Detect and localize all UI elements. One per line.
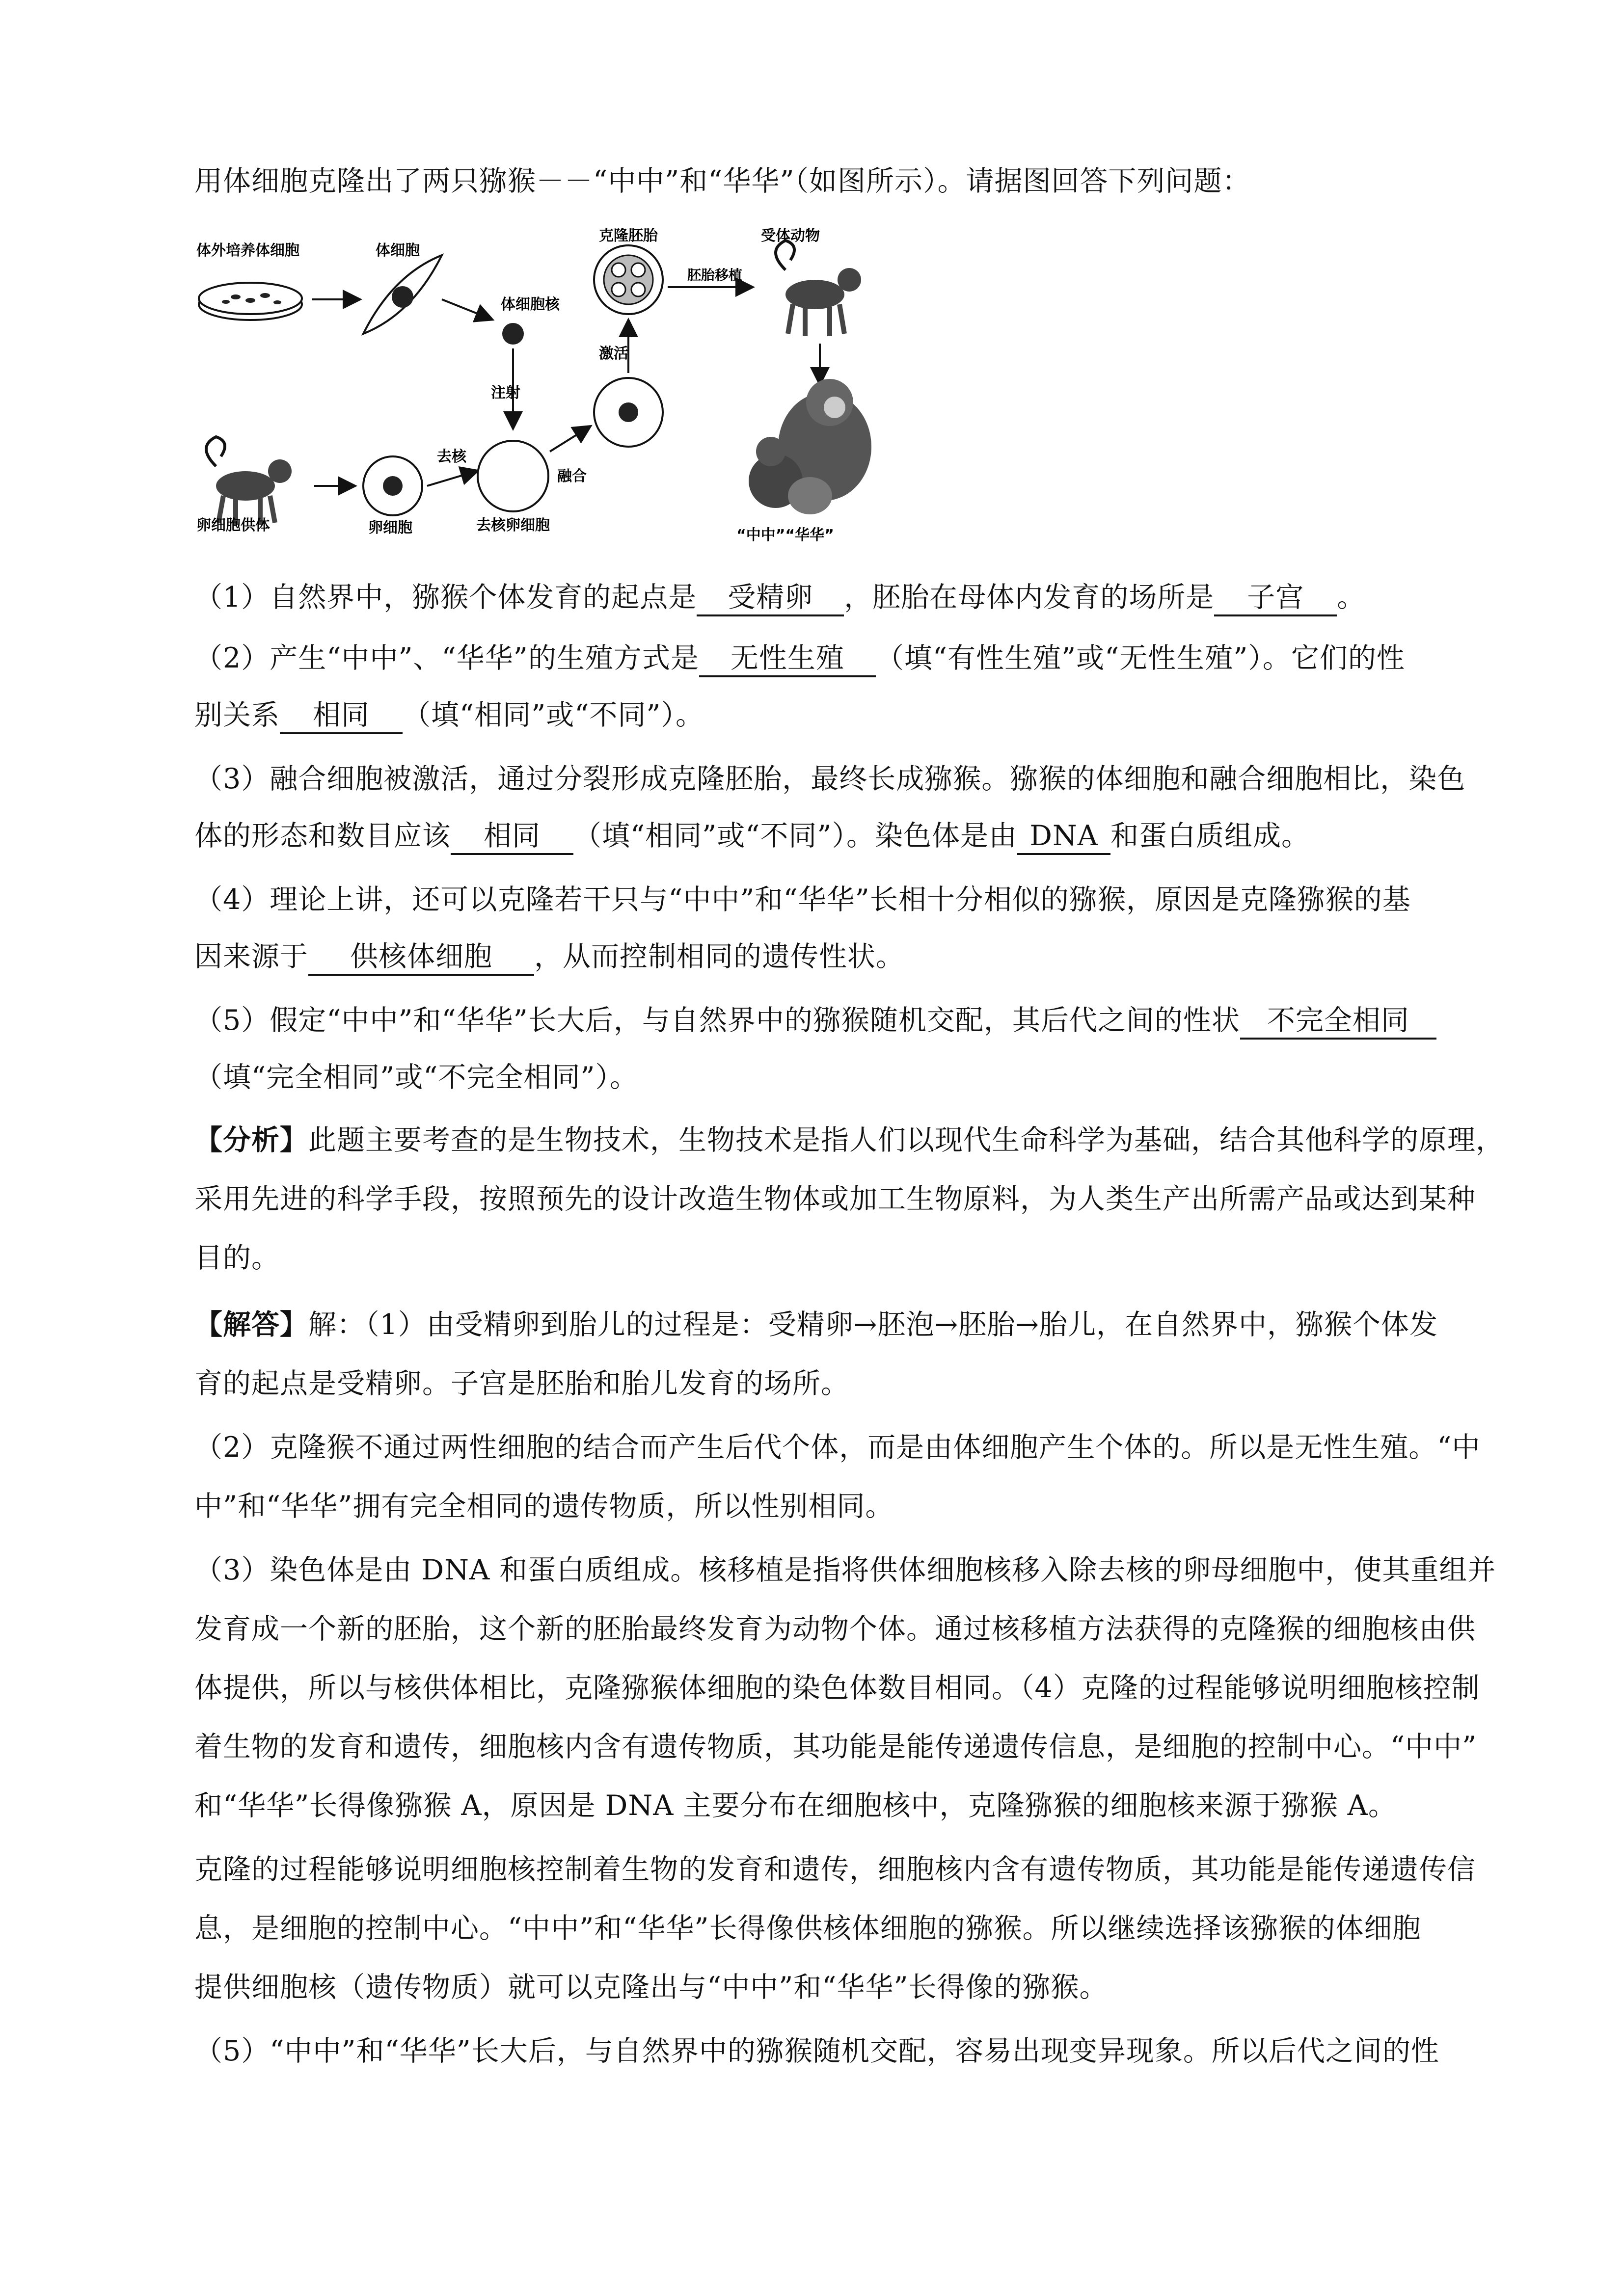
q1-answer-1: 受精卵	[697, 580, 844, 616]
answer-line-7: 体提供，所以与核供体相比，克隆猕猴体细胞的染色体数目相同。（4）克隆的过程能够说明细胞核控制	[194, 1672, 1480, 1704]
q3-text-a: 体的形态和数目应该	[194, 820, 451, 852]
q3-answer-1: 相同	[451, 819, 573, 855]
intro-text: 用体细胞克隆出了两只猕猴－－“中中”和“华华”（如图所示）。请据图回答下列问题：	[194, 165, 1251, 197]
question-4-line-1: （4）理论上讲，还可以克隆若干只与“中中”和“华华”长相十分相似的猕猴，原因是克隆猕猴的基	[194, 883, 1411, 916]
q2-text-b: （填“有性生殖”或“无性生殖”）。它们的性	[875, 642, 1405, 674]
answer-line-12: 提供细胞核（遗传物质）就可以克隆出与“中中”和“华华”长得像的猕猴。	[194, 1971, 1108, 2003]
label-recipient: 受体动物	[761, 227, 820, 244]
q5-answer-1: 不完全相同	[1240, 1003, 1436, 1040]
q1-text-b: ，胚胎在母体内发育的场所是	[844, 581, 1215, 614]
petri-dish-icon	[199, 283, 302, 320]
label-enucleated-egg: 去核卵细胞	[476, 517, 550, 534]
q4-text-b: ，从而控制相同的遗传性状。	[534, 940, 904, 973]
question-3-line-2	[194, 817, 1451, 855]
analysis-line-1	[194, 1121, 1504, 1159]
answer-line-13: （5）“中中”和“华华”长大后，与自然界中的猕猴随机交配，容易出现变异现象。所以后代之间的性	[194, 2035, 1439, 2067]
answer-line-10: 克隆的过程能够说明细胞核控制着生物的发育和遗传，细胞核内含有遗传物质，其功能是能传递遗传信	[194, 1853, 1476, 1886]
recipient-monkey-icon	[776, 240, 861, 336]
answer-line-2: 育的起点是受精卵。子宫是胚胎和胎儿发育的场所。	[194, 1367, 849, 1400]
donor-monkey-icon	[206, 437, 292, 525]
analysis-text-1: 此题主要考查的是生物技术，生物技术是指人们以现代生命科学为基础，结合其他科学的原理，	[308, 1124, 1504, 1156]
analysis-tag: 【分析】	[194, 1123, 308, 1156]
label-inject: 注射	[491, 384, 520, 401]
monkey-family-icon	[749, 379, 871, 514]
label-babies: “中中”“华华”	[736, 527, 834, 544]
q4-text-a: 因来源于	[194, 940, 308, 973]
label-fuse: 融合	[557, 468, 587, 485]
answer-text-1: 解：（1）由受精卵到胎儿的过程是：受精卵→胚泡→胚胎→胎儿，在自然界中，猕猴个体发	[308, 1308, 1438, 1341]
enucleated-egg-icon	[478, 441, 548, 511]
nucleus-icon	[502, 323, 524, 345]
question-3-line-1: （3）融合细胞被激活，通过分裂形成克隆胚胎，最终长成猕猴。猕猴的体细胞和融合细胞相比，染色	[194, 763, 1466, 795]
q2-answer-2: 相同	[280, 698, 403, 734]
analysis-line-3: 目的。	[194, 1242, 280, 1274]
question-4-line-2	[194, 937, 1451, 976]
answer-line-11: 息，是细胞的控制中心。“中中”和“华华”长得像供核体细胞的猕猴。所以继续选择该猕猴的体细胞	[194, 1912, 1421, 1945]
label-embryo: 克隆胚胎	[599, 227, 658, 244]
q3-text-c: 和蛋白质组成。	[1110, 820, 1310, 852]
answer-line-8: 着生物的发育和遗传，细胞核内含有遗传物质，其功能是能传递遗传信息，是细胞的控制中心。“中中”	[194, 1731, 1477, 1763]
q2-text-c: 别关系	[194, 699, 280, 731]
q3-answer-2: DNA	[1017, 819, 1110, 855]
question-2-line-2	[194, 696, 1451, 734]
q5-text-a: （5）假定“中中”和“华华”长大后，与自然界中的猕猴随机交配，其后代之间的性状	[194, 1004, 1240, 1037]
cloning-diagram	[196, 216, 903, 550]
q1-answer-2: 子宫	[1214, 580, 1337, 616]
label-somatic: 体细胞	[376, 242, 420, 259]
answer-tag: 【解答】	[194, 1308, 308, 1341]
question-2-line-1	[194, 639, 1451, 677]
answer-line-9: 和“华华”长得像猕猴 A，原因是 DNA 主要分布在细胞核中，克隆猕猴的细胞核来源于猕猴 A。	[194, 1789, 1397, 1822]
label-donor: 卵细胞供体	[196, 517, 270, 534]
question-1	[194, 578, 1451, 616]
embryo-icon	[594, 245, 663, 314]
analysis-line-2: 采用先进的科学手段，按照预先的设计改造生物体或加工生物原料，为人类生产出所需产品或达到某种	[194, 1183, 1476, 1215]
q2-text-d: （填“相同”或“不同”）。	[403, 699, 704, 731]
q1-text-c: 。	[1337, 581, 1366, 614]
q4-answer-1: 供核体细胞	[308, 939, 534, 976]
fused-cell-icon	[594, 378, 663, 447]
answer-line-5: （3）染色体是由 DNA 和蛋白质组成。核移植是指将供体细胞核移入除去核的卵母细胞中，使其重组并	[194, 1554, 1496, 1586]
somatic-cell-icon	[363, 255, 442, 334]
egg-cell-icon	[363, 456, 422, 515]
q3-text-b: （填“相同”或“不同”）。染色体是由	[573, 820, 1018, 852]
question-5-line-2: （填“完全相同”或“不完全相同”）。	[194, 1061, 639, 1094]
answer-line-4: 中”和“华华”拥有完全相同的遗传物质，所以性别相同。	[194, 1490, 894, 1522]
label-transfer: 胚胎移植	[687, 267, 743, 283]
q1-text-a: （1）自然界中，猕猴个体发育的起点是	[194, 581, 697, 614]
label-activate: 激活	[599, 345, 628, 362]
question-5-line-1	[194, 1001, 1451, 1040]
label-nucleus: 体细胞核	[501, 296, 560, 313]
answer-line-1	[194, 1306, 1451, 1344]
q2-text-a: （2）产生“中中”、“华华”的生殖方式是	[194, 642, 699, 674]
answer-line-6: 发育成一个新的胚胎，这个新的胚胎最终发育为动物个体。通过核移植方法获得的克隆猴的细胞核由供	[194, 1613, 1476, 1645]
label-enucleate: 去核	[437, 448, 466, 465]
q2-answer-1: 无性生殖	[699, 641, 876, 677]
answer-line-3: （2）克隆猴不通过两性细胞的结合而产生后代个体，而是由体细胞产生个体的。所以是无性生殖。“中	[194, 1431, 1481, 1464]
label-egg: 卵细胞	[368, 519, 412, 536]
label-culture: 体外培养体细胞	[196, 242, 299, 259]
